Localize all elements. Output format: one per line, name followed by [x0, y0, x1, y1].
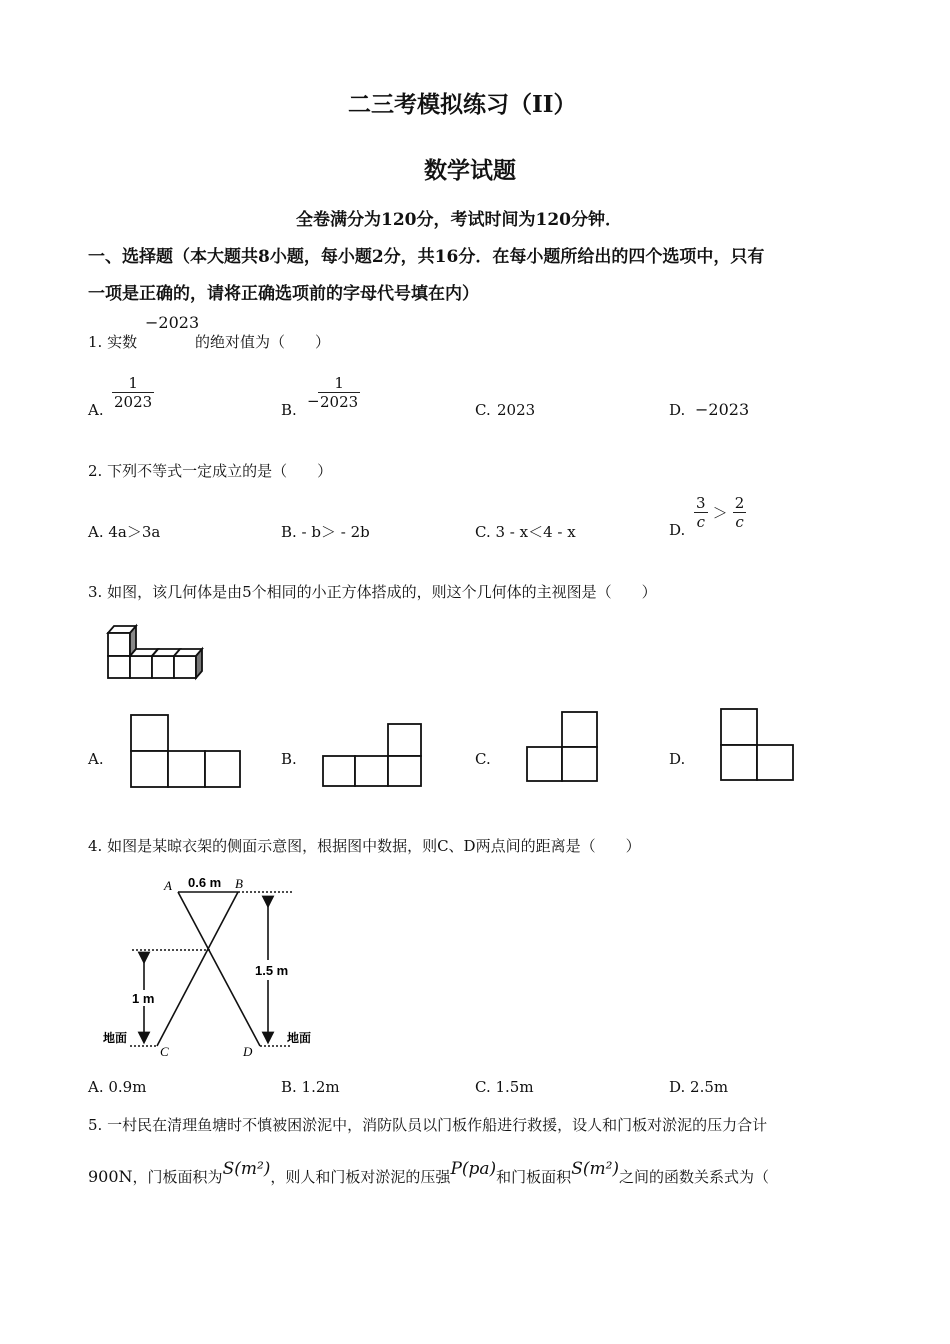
q2-d-num2: 2	[734, 494, 745, 512]
q4-label-c: C	[160, 1044, 169, 1059]
q3-option-d-figure[interactable]	[720, 708, 796, 782]
q5-force-value: 900N	[88, 1167, 133, 1186]
q3-option-b-figure[interactable]	[322, 723, 424, 788]
section-heading-line2: 一项是正确的，请将正确选项前的字母代号填在内）	[88, 284, 479, 304]
q2-d-den2: c	[735, 513, 744, 531]
q5-text-part3: 和门板面积	[496, 1168, 572, 1186]
q1-a-numerator: 1	[112, 374, 154, 393]
q4-option-c[interactable]: C. 1.5m	[475, 1078, 534, 1096]
q2-option-b[interactable]: B. - b＞ - 2b	[281, 523, 370, 541]
q3-option-b-label: B.	[281, 750, 297, 768]
q2-option-d-expression[interactable]	[694, 494, 746, 531]
q1-stem-prefix: 1. 实数	[88, 333, 138, 351]
q1-option-b-fraction[interactable]	[318, 374, 360, 411]
q1-b-denominator: 2023	[320, 393, 359, 411]
q2-option-a[interactable]: A. 4a＞3a	[88, 523, 161, 541]
q1-option-a-label: A.	[88, 401, 104, 419]
q5-area-symbol-2: S(m²)	[571, 1159, 620, 1179]
q3-option-c-label: C.	[475, 750, 491, 768]
q4-label-ground-right: 地面	[287, 1031, 312, 1045]
q1-option-a-fraction[interactable]	[112, 374, 154, 411]
q1-option-b-sign: −	[307, 392, 320, 410]
q5-text-part1: ，门板面积为	[132, 1168, 223, 1186]
q1-option-b-label: B.	[281, 401, 297, 419]
q2-d-operator: ＞	[712, 504, 728, 522]
q4-stem: 4. 如图是某晾衣架的侧面示意图，根据图中数据，则C、D两点间的距离是（ ）	[88, 837, 641, 855]
q1-a-denominator: 2023	[114, 393, 153, 411]
q5-stem-line2	[88, 1159, 770, 1187]
q3-option-a-label: A.	[88, 750, 104, 768]
exam-instructions: 全卷满分为120分，考试时间为120分钟．	[296, 210, 622, 230]
q2-d-den1: c	[696, 513, 705, 531]
q5-text-part4: 之间的函数关系式为（	[619, 1168, 770, 1186]
q4-label-b: B	[235, 876, 243, 891]
q2-d-num1: 3	[696, 494, 706, 512]
q1-stem-suffix: 的绝对值为（ ）	[195, 333, 331, 351]
q1-option-c-value[interactable]: 2023	[497, 401, 536, 419]
q4-option-d[interactable]: D. 2.5m	[669, 1078, 729, 1096]
section-heading-line1: 一、选择题（本大题共8小题，每小题2分，共16分．在每小题所给出的四个选项中，只有	[88, 247, 765, 267]
q4-option-a[interactable]: A. 0.9m	[88, 1078, 147, 1096]
q1-option-d-value[interactable]: −2023	[695, 400, 750, 419]
q4-label-right-height: 1.5 m	[255, 963, 289, 978]
q3-solid-figure	[105, 624, 205, 682]
q1-option-c-label: C.	[475, 401, 491, 419]
q2-option-c[interactable]: C. 3 - x＜4 - x	[475, 523, 576, 541]
page-title: 二三考模拟练习（II）	[348, 91, 577, 118]
q4-label-a: A	[164, 878, 172, 893]
q1-stem-number: −2023	[145, 313, 200, 332]
q1-b-numerator: 1	[318, 374, 360, 393]
q4-label-d: D	[243, 1044, 253, 1059]
q5-pressure-symbol: P(pa)	[450, 1159, 497, 1179]
q5-text-part2: ，则人和门板对淤泥的压强	[270, 1168, 451, 1186]
q4-label-ground-left: 地面	[103, 1031, 128, 1045]
q4-label-left-height: 1 m	[132, 991, 155, 1006]
page-subtitle: 数学试题	[424, 157, 516, 184]
q5-area-symbol-1: S(m²)	[222, 1159, 271, 1179]
q4-option-b[interactable]: B. 1.2m	[281, 1078, 340, 1096]
q5-stem-line1: 5. 一村民在清理鱼塘时不慎被困淤泥中，消防队员以门板作船进行救援，设人和门板对淤泥的压力合计	[88, 1116, 768, 1134]
q2-option-d-label: D.	[669, 521, 686, 539]
q3-option-c-figure[interactable]	[526, 711, 600, 783]
q1-option-d-label: D.	[669, 401, 686, 419]
q3-option-a-figure[interactable]	[130, 714, 242, 788]
q4-drying-rack-figure	[100, 872, 330, 1062]
q3-stem: 3. 如图，该几何体是由5个相同的小正方体搭成的，则这个几何体的主视图是（ ）	[88, 583, 657, 601]
q2-stem: 2. 下列不等式一定成立的是（ ）	[88, 462, 333, 480]
q4-label-top-length: 0.6 m	[188, 875, 222, 890]
q3-option-d-label: D.	[669, 750, 686, 768]
